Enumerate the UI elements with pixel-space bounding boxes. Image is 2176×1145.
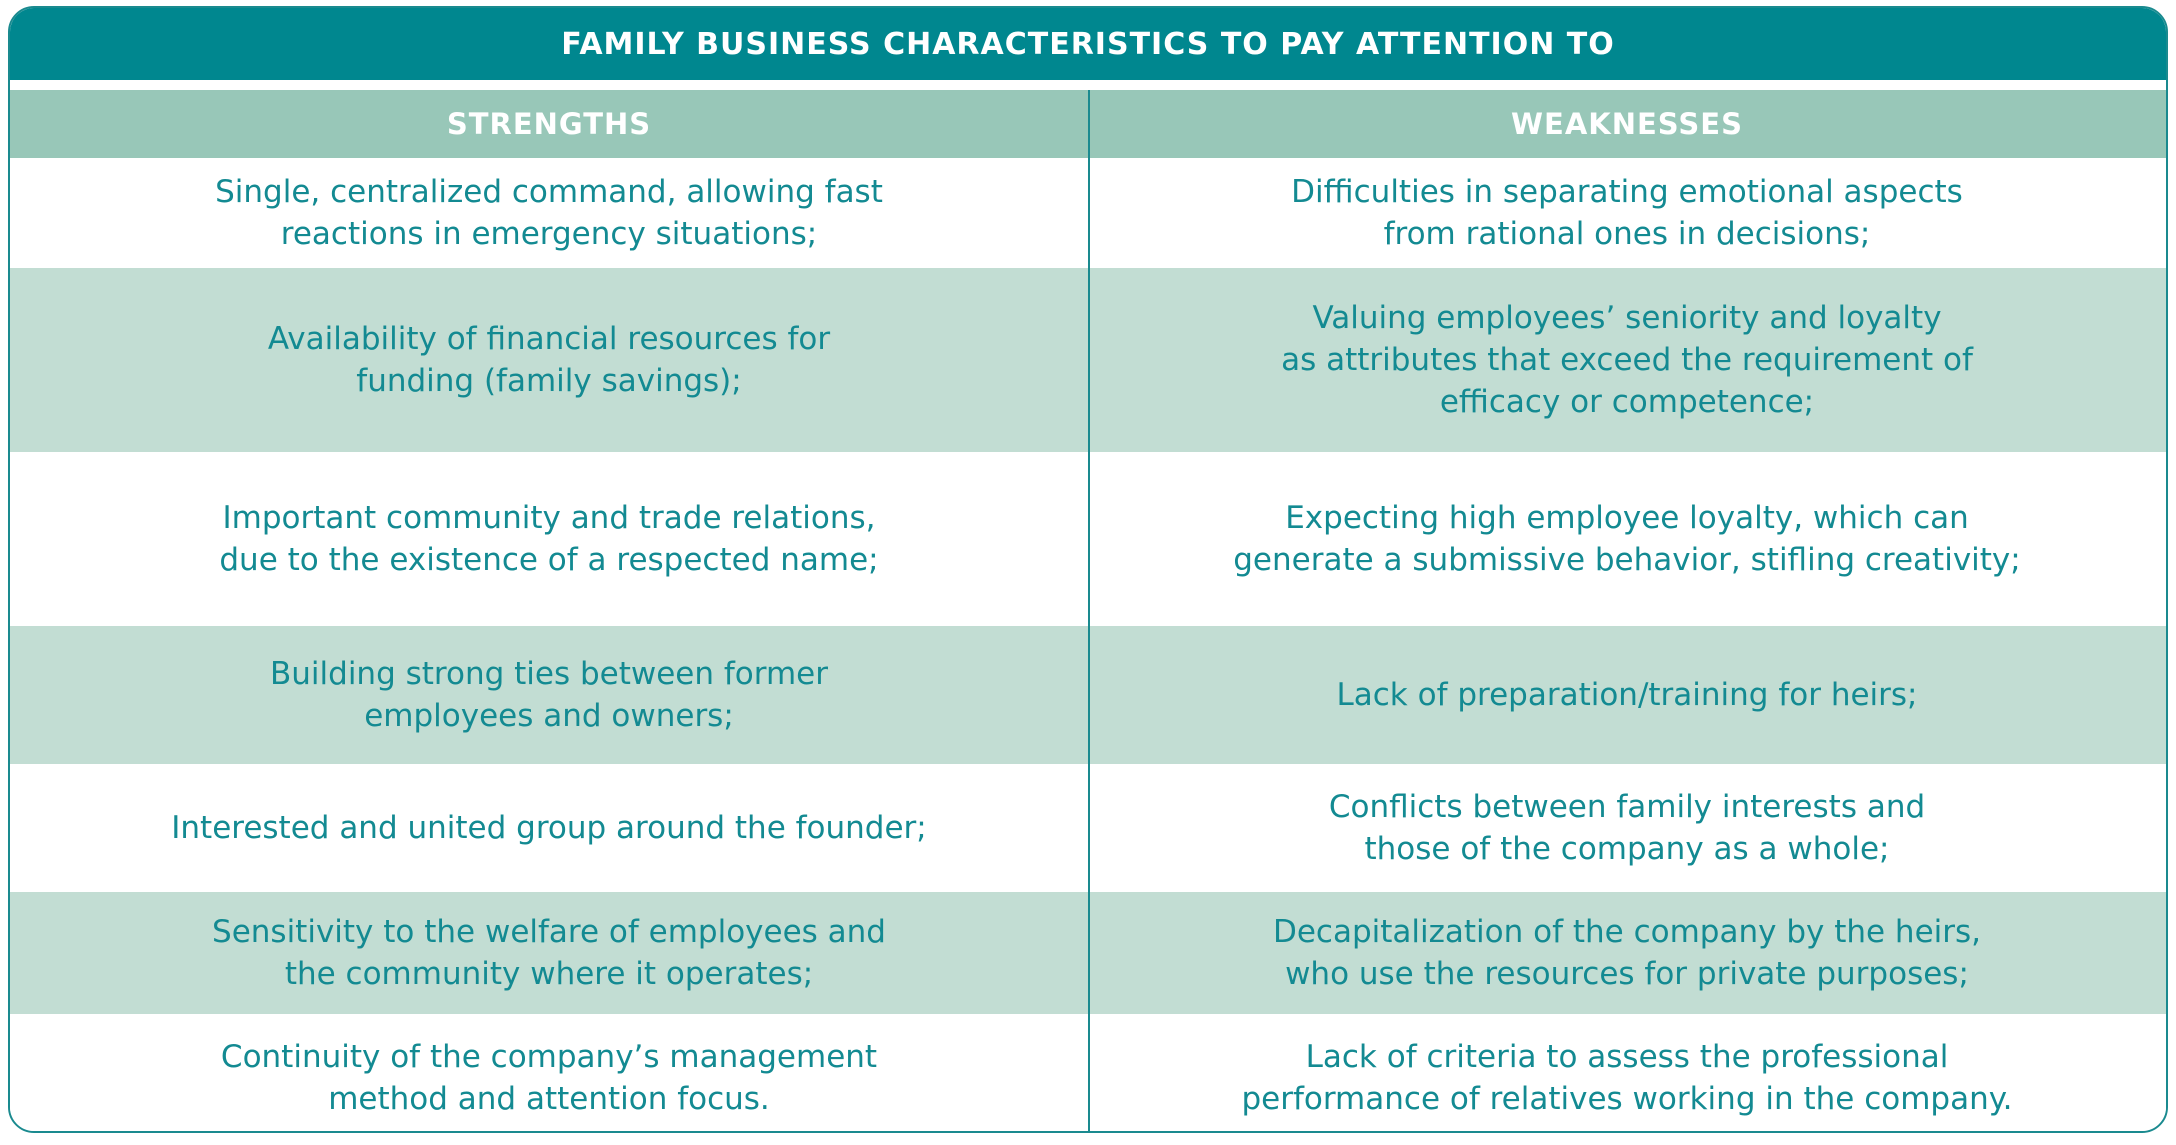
- header-weaknesses: WEAKNESSES: [1511, 107, 1743, 141]
- strength-cell: Sensitivity to the welfare of employees and the community where it operates;: [212, 914, 886, 992]
- table-title: FAMILY BUSINESS CHARACTERISTICS TO PAY ATTENTION TO: [10, 8, 2166, 80]
- weakness-cell: Difficulties in separating emotional aspects from rational ones in decisions;: [1291, 174, 1963, 252]
- characteristics-table: [8, 6, 2168, 1133]
- weakness-cell: Valuing employees’ seniority and loyalty as attributes that exceed the requirement of efficacy or competence;: [1281, 300, 1973, 420]
- strength-cell: Continuity of the company’s management method and attention focus.: [220, 1039, 878, 1117]
- weakness-cell: Decapitalization of the company by the heirs, who use the resources for private purposes;: [1272, 914, 1982, 992]
- strength-cell: Important community and trade relations, due to the existence of a respected name;: [219, 500, 879, 578]
- strength-cell: Single, centralized command, allowing fast reactions in emergency situations;: [215, 174, 883, 252]
- column-divider: [1088, 90, 1090, 1133]
- strength-cell: Availability of financial resources for funding (family savings);: [267, 321, 831, 399]
- strength-cell: Interested and united group around the founder;: [171, 810, 927, 846]
- weakness-cell: Lack of preparation/training for heirs;: [1336, 677, 1918, 713]
- strength-cell: Building strong ties between former employees and owners;: [270, 656, 828, 734]
- weakness-cell: Expecting high employee loyalty, which can generate a submissive behavior, stifling creativity;: [1233, 500, 2021, 578]
- weakness-cell: Lack of criteria to assess the professional performance of relatives working in the company.: [1241, 1039, 2013, 1117]
- title-spacer: [10, 80, 2166, 90]
- weakness-cell: Conflicts between family interests and those of the company as a whole;: [1328, 789, 1926, 867]
- header-strengths: STRENGTHS: [446, 107, 652, 141]
